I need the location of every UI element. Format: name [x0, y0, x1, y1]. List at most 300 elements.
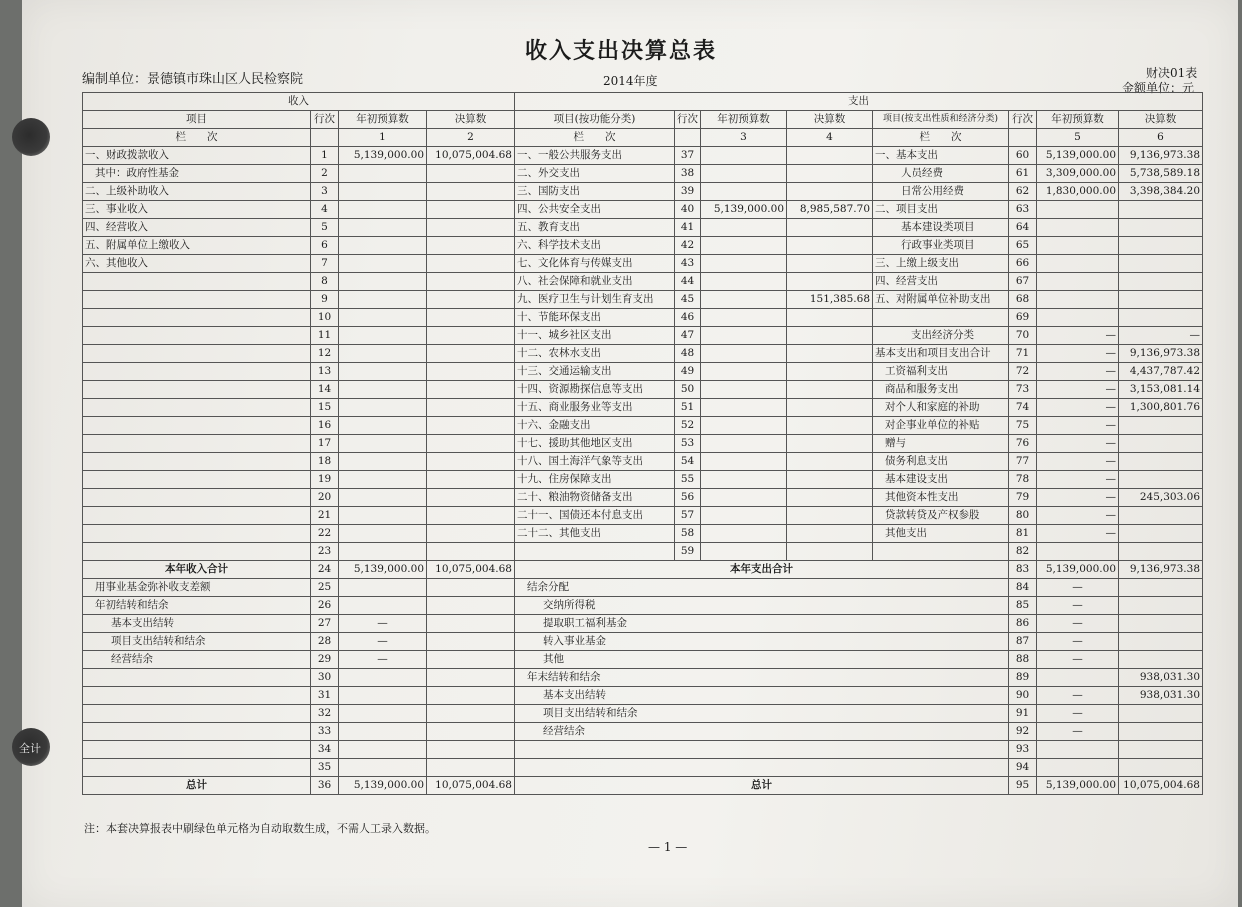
income-final — [427, 579, 515, 597]
econ-final: 3,153,081.14 — [1119, 381, 1203, 399]
func-item: 十六、金融支出 — [515, 417, 675, 435]
econ-budget: — — [1037, 723, 1119, 741]
income-item — [83, 489, 311, 507]
econ-rownum: 73 — [1009, 381, 1037, 399]
income-item — [83, 345, 311, 363]
econ-final — [1119, 417, 1203, 435]
econ-final — [1119, 309, 1203, 327]
column-number-row — [83, 129, 1203, 147]
econ-final — [1119, 273, 1203, 291]
income-item — [83, 381, 311, 399]
econ-final — [1119, 579, 1203, 597]
econ-budget: 5,139,000.00 — [1037, 147, 1119, 165]
income-item — [83, 327, 311, 345]
econ-rownum: 82 — [1009, 543, 1037, 561]
income-budget: — — [339, 615, 427, 633]
income-budget — [339, 741, 427, 759]
table-body — [83, 93, 1203, 795]
econ-budget — [1037, 255, 1119, 273]
income-item — [83, 543, 311, 561]
econ-rownum: 86 — [1009, 615, 1037, 633]
func-budget — [701, 183, 787, 201]
func-final — [787, 345, 873, 363]
func-budget — [701, 543, 787, 561]
econ-rownum: 84 — [1009, 579, 1037, 597]
income-rownum: 9 — [311, 291, 339, 309]
func-item: 二十、粮油物资储备支出 — [515, 489, 675, 507]
func-rownum: 56 — [675, 489, 701, 507]
econ-rownum: 80 — [1009, 507, 1037, 525]
table-row — [83, 723, 1203, 741]
income-final — [427, 183, 515, 201]
income-rownum: 18 — [311, 453, 339, 471]
func-budget — [701, 165, 787, 183]
func-rownum: 42 — [675, 237, 701, 255]
func-budget — [701, 507, 787, 525]
income-item — [83, 453, 311, 471]
func-final — [787, 255, 873, 273]
income-expense-table — [82, 92, 1203, 795]
income-final — [427, 363, 515, 381]
income-final — [427, 705, 515, 723]
income-budget — [339, 687, 427, 705]
func-budget — [701, 417, 787, 435]
econ-final — [1119, 543, 1203, 561]
func-item: 八、社会保障和就业支出 — [515, 273, 675, 291]
expense-grand-total-label: 总计 — [515, 777, 1009, 795]
income-final — [427, 219, 515, 237]
func-budget — [701, 147, 787, 165]
table-row — [83, 435, 1203, 453]
table-row — [83, 705, 1203, 723]
blank-cell — [311, 129, 339, 147]
table-row — [83, 687, 1203, 705]
income-budget — [339, 507, 427, 525]
totals-row — [83, 561, 1203, 579]
func-final — [787, 273, 873, 291]
econ-final — [1119, 615, 1203, 633]
income-budget — [339, 597, 427, 615]
func-item: 十一、城乡社区支出 — [515, 327, 675, 345]
econ-budget — [1037, 273, 1119, 291]
func-rownum: 40 — [675, 201, 701, 219]
econ-final — [1119, 435, 1203, 453]
econ-item — [873, 309, 1009, 327]
income-final — [427, 399, 515, 417]
distribution-item: 项目支出结转和结余 — [515, 705, 1009, 723]
income-rownum: 7 — [311, 255, 339, 273]
func-final — [787, 327, 873, 345]
econ-budget: — — [1037, 417, 1119, 435]
econ-final — [1119, 597, 1203, 615]
income-item — [83, 507, 311, 525]
func-budget — [701, 453, 787, 471]
econ-item: 基本建设类项目 — [873, 219, 1009, 237]
econ-rownum: 79 — [1009, 489, 1037, 507]
econ-item: 一、基本支出 — [873, 147, 1009, 165]
income-item — [83, 687, 311, 705]
income-budget — [339, 579, 427, 597]
income-rownum: 25 — [311, 579, 339, 597]
func-final — [787, 381, 873, 399]
income-rownum: 30 — [311, 669, 339, 687]
income-final — [427, 633, 515, 651]
income-rownum: 31 — [311, 687, 339, 705]
table-row — [83, 399, 1203, 417]
econ-budget — [1037, 741, 1119, 759]
currency-label: 金额单位：元 — [1122, 81, 1195, 95]
econ-item: 行政事业类项目 — [873, 237, 1009, 255]
income-rownum: 1 — [311, 147, 339, 165]
econ-rownum: 90 — [1009, 687, 1037, 705]
func-rownum: 37 — [675, 147, 701, 165]
table-row — [83, 525, 1203, 543]
col-num-2: 2 — [427, 129, 515, 147]
income-item — [83, 759, 311, 777]
econ-final — [1119, 507, 1203, 525]
econ-rownum: 63 — [1009, 201, 1037, 219]
income-item — [83, 741, 311, 759]
func-item: 二十一、国债还本付息支出 — [515, 507, 675, 525]
distribution-item: 结余分配 — [515, 579, 1009, 597]
func-item: 十二、农林水支出 — [515, 345, 675, 363]
income-rownum: 21 — [311, 507, 339, 525]
func-final: 151,385.68 — [787, 291, 873, 309]
grand-total-row — [83, 777, 1203, 795]
func-rownum: 58 — [675, 525, 701, 543]
econ-rownum: 68 — [1009, 291, 1037, 309]
binder-hole-top — [12, 118, 50, 156]
income-budget — [339, 273, 427, 291]
income-item: 经营结余 — [83, 651, 311, 669]
col-num-3: 3 — [701, 129, 787, 147]
func-item: 十五、商业服务业等支出 — [515, 399, 675, 417]
func-item: 十三、交通运输支出 — [515, 363, 675, 381]
func-final — [787, 525, 873, 543]
econ-rownum: 76 — [1009, 435, 1037, 453]
func-item: 十、节能环保支出 — [515, 309, 675, 327]
income-budget — [339, 327, 427, 345]
econ-rownum: 72 — [1009, 363, 1037, 381]
func-final — [787, 399, 873, 417]
income-rownum: 20 — [311, 489, 339, 507]
income-budget — [339, 759, 427, 777]
econ-rownum: 77 — [1009, 453, 1037, 471]
func-item: 二十二、其他支出 — [515, 525, 675, 543]
income-final — [427, 237, 515, 255]
income-item — [83, 363, 311, 381]
section-header-row — [83, 93, 1203, 111]
income-item — [83, 291, 311, 309]
econ-budget: — — [1037, 687, 1119, 705]
distribution-item — [515, 759, 1009, 777]
func-rownum: 59 — [675, 543, 701, 561]
func-budget — [701, 291, 787, 309]
func-item: 九、医疗卫生与计划生育支出 — [515, 291, 675, 309]
func-item: 四、公共安全支出 — [515, 201, 675, 219]
income-final — [427, 435, 515, 453]
func-final — [787, 489, 873, 507]
econ-item: 五、对附属单位补助支出 — [873, 291, 1009, 309]
econ-final: — — [1119, 327, 1203, 345]
func-rownum: 52 — [675, 417, 701, 435]
income-final — [427, 543, 515, 561]
econ-rownum: 88 — [1009, 651, 1037, 669]
income-rownum: 13 — [311, 363, 339, 381]
income-total-final: 10,075,004.68 — [427, 561, 515, 579]
income-item: 六、其他收入 — [83, 255, 311, 273]
func-budget — [701, 219, 787, 237]
econ-budget — [1037, 237, 1119, 255]
func-rownum: 48 — [675, 345, 701, 363]
income-rownum: 29 — [311, 651, 339, 669]
income-budget — [339, 705, 427, 723]
col-num-5: 5 — [1037, 129, 1119, 147]
income-item: 项目支出结转和结余 — [83, 633, 311, 651]
econ-final — [1119, 759, 1203, 777]
func-item — [515, 543, 675, 561]
func-final — [787, 435, 873, 453]
col-label: 栏 次 — [873, 129, 1009, 147]
table-row — [83, 633, 1203, 651]
col-rownum: 行次 — [675, 111, 701, 129]
income-item — [83, 669, 311, 687]
distribution-item: 提取职工福利基金 — [515, 615, 1009, 633]
econ-final: 3,398,384.20 — [1119, 183, 1203, 201]
income-budget: — — [339, 651, 427, 669]
income-budget — [339, 291, 427, 309]
func-item: 七、文化体育与传媒支出 — [515, 255, 675, 273]
table-row — [83, 381, 1203, 399]
func-rownum: 51 — [675, 399, 701, 417]
income-budget — [339, 669, 427, 687]
income-grand-total-rownum: 36 — [311, 777, 339, 795]
income-final — [427, 255, 515, 273]
income-final — [427, 309, 515, 327]
econ-final — [1119, 651, 1203, 669]
func-budget — [701, 489, 787, 507]
income-final — [427, 759, 515, 777]
table-row — [83, 489, 1203, 507]
col-label: 栏 次 — [83, 129, 311, 147]
func-rownum: 54 — [675, 453, 701, 471]
table-row — [83, 363, 1203, 381]
table-row — [83, 453, 1203, 471]
econ-budget: — — [1037, 435, 1119, 453]
income-budget — [339, 381, 427, 399]
func-item: 一、一般公共服务支出 — [515, 147, 675, 165]
econ-final — [1119, 453, 1203, 471]
table-row — [83, 471, 1203, 489]
econ-rownum: 93 — [1009, 741, 1037, 759]
income-final — [427, 327, 515, 345]
table-row — [83, 345, 1203, 363]
table-row — [83, 579, 1203, 597]
income-rownum: 32 — [311, 705, 339, 723]
econ-item: 基本建设支出 — [873, 471, 1009, 489]
func-budget: 5,139,000.00 — [701, 201, 787, 219]
func-final — [787, 219, 873, 237]
econ-item: 其他资本性支出 — [873, 489, 1009, 507]
econ-rownum: 81 — [1009, 525, 1037, 543]
econ-final: 9,136,973.38 — [1119, 345, 1203, 363]
income-grand-total-label: 总计 — [83, 777, 311, 795]
year-label: 2014年度 — [603, 74, 658, 88]
income-rownum: 14 — [311, 381, 339, 399]
distribution-item: 转入事业基金 — [515, 633, 1009, 651]
func-budget — [701, 237, 787, 255]
income-item — [83, 417, 311, 435]
econ-final — [1119, 471, 1203, 489]
income-header: 收入 — [83, 93, 515, 111]
income-item: 其中：政府性基金 — [83, 165, 311, 183]
func-final — [787, 165, 873, 183]
income-final — [427, 273, 515, 291]
func-final — [787, 543, 873, 561]
econ-final — [1119, 255, 1203, 273]
income-budget — [339, 309, 427, 327]
econ-item: 工资福利支出 — [873, 363, 1009, 381]
income-budget — [339, 435, 427, 453]
econ-budget — [1037, 759, 1119, 777]
econ-rownum: 75 — [1009, 417, 1037, 435]
income-budget — [339, 237, 427, 255]
income-budget — [339, 183, 427, 201]
income-item — [83, 525, 311, 543]
distribution-item: 交纳所得税 — [515, 597, 1009, 615]
income-final — [427, 669, 515, 687]
income-item: 基本支出结转 — [83, 615, 311, 633]
func-budget — [701, 327, 787, 345]
distribution-item: 基本支出结转 — [515, 687, 1009, 705]
expense-header: 支出 — [515, 93, 1203, 111]
col-item: 项目 — [83, 111, 311, 129]
col-budget: 年初预算数 — [1037, 111, 1119, 129]
income-final — [427, 687, 515, 705]
income-budget — [339, 417, 427, 435]
income-rownum: 4 — [311, 201, 339, 219]
col-num-1: 1 — [339, 129, 427, 147]
table-row — [83, 147, 1203, 165]
econ-final: 5,738,589.18 — [1119, 165, 1203, 183]
econ-budget: — — [1037, 579, 1119, 597]
econ-rownum: 92 — [1009, 723, 1037, 741]
econ-item: 债务利息支出 — [873, 453, 1009, 471]
econ-item: 四、经营支出 — [873, 273, 1009, 291]
econ-item: 贷款转贷及产权参股 — [873, 507, 1009, 525]
income-final — [427, 489, 515, 507]
econ-final: 9,136,973.38 — [1119, 147, 1203, 165]
income-total-rownum: 24 — [311, 561, 339, 579]
income-total-budget: 5,139,000.00 — [339, 561, 427, 579]
income-item: 三、事业收入 — [83, 201, 311, 219]
income-rownum: 3 — [311, 183, 339, 201]
econ-item: 人员经费 — [873, 165, 1009, 183]
expense-grand-total-final: 10,075,004.68 — [1119, 777, 1203, 795]
income-budget — [339, 453, 427, 471]
table-row — [83, 309, 1203, 327]
econ-item: 二、项目支出 — [873, 201, 1009, 219]
func-item: 三、国防支出 — [515, 183, 675, 201]
func-final — [787, 237, 873, 255]
income-budget — [339, 471, 427, 489]
table-row — [83, 255, 1203, 273]
income-rownum: 33 — [311, 723, 339, 741]
income-final — [427, 615, 515, 633]
income-item — [83, 705, 311, 723]
econ-budget — [1037, 201, 1119, 219]
table-row — [83, 327, 1203, 345]
table-row — [83, 651, 1203, 669]
func-rownum: 44 — [675, 273, 701, 291]
income-total-label: 本年收入合计 — [83, 561, 311, 579]
blank-cell — [675, 129, 701, 147]
income-budget — [339, 165, 427, 183]
income-rownum: 26 — [311, 597, 339, 615]
econ-item: 赠与 — [873, 435, 1009, 453]
econ-rownum: 67 — [1009, 273, 1037, 291]
expense-grand-total-rownum: 95 — [1009, 777, 1037, 795]
econ-budget: — — [1037, 381, 1119, 399]
econ-rownum: 64 — [1009, 219, 1037, 237]
income-final — [427, 417, 515, 435]
econ-item — [873, 543, 1009, 561]
page-number: — 1 — — [648, 840, 688, 854]
econ-budget: — — [1037, 363, 1119, 381]
distribution-item: 年末结转和结余 — [515, 669, 1009, 687]
income-rownum: 19 — [311, 471, 339, 489]
income-budget — [339, 201, 427, 219]
func-final — [787, 417, 873, 435]
income-item — [83, 399, 311, 417]
expense-total-final: 9,136,973.38 — [1119, 561, 1203, 579]
income-final — [427, 741, 515, 759]
func-final — [787, 147, 873, 165]
func-final — [787, 309, 873, 327]
econ-item: 对个人和家庭的补助 — [873, 399, 1009, 417]
income-budget — [339, 399, 427, 417]
col-num-4: 4 — [787, 129, 873, 147]
econ-final — [1119, 219, 1203, 237]
income-final — [427, 507, 515, 525]
income-rownum: 15 — [311, 399, 339, 417]
econ-final: 245,303.06 — [1119, 489, 1203, 507]
income-budget: — — [339, 633, 427, 651]
econ-rownum: 91 — [1009, 705, 1037, 723]
income-rownum: 16 — [311, 417, 339, 435]
func-final — [787, 363, 873, 381]
econ-budget — [1037, 309, 1119, 327]
income-final — [427, 165, 515, 183]
col-item-econ: 项目(按支出性质和经济分类) — [873, 111, 1009, 129]
econ-budget: — — [1037, 399, 1119, 417]
econ-budget: 3,309,000.00 — [1037, 165, 1119, 183]
econ-item: 商品和服务支出 — [873, 381, 1009, 399]
econ-budget: 1,830,000.00 — [1037, 183, 1119, 201]
func-rownum: 47 — [675, 327, 701, 345]
expense-grand-total-budget: 5,139,000.00 — [1037, 777, 1119, 795]
distribution-item — [515, 741, 1009, 759]
distribution-item: 经营结余 — [515, 723, 1009, 741]
func-rownum: 39 — [675, 183, 701, 201]
col-num-6: 6 — [1119, 129, 1203, 147]
income-item — [83, 723, 311, 741]
income-budget — [339, 525, 427, 543]
table-row — [83, 741, 1203, 759]
income-budget — [339, 363, 427, 381]
expense-total-budget: 5,139,000.00 — [1037, 561, 1119, 579]
econ-budget: — — [1037, 453, 1119, 471]
